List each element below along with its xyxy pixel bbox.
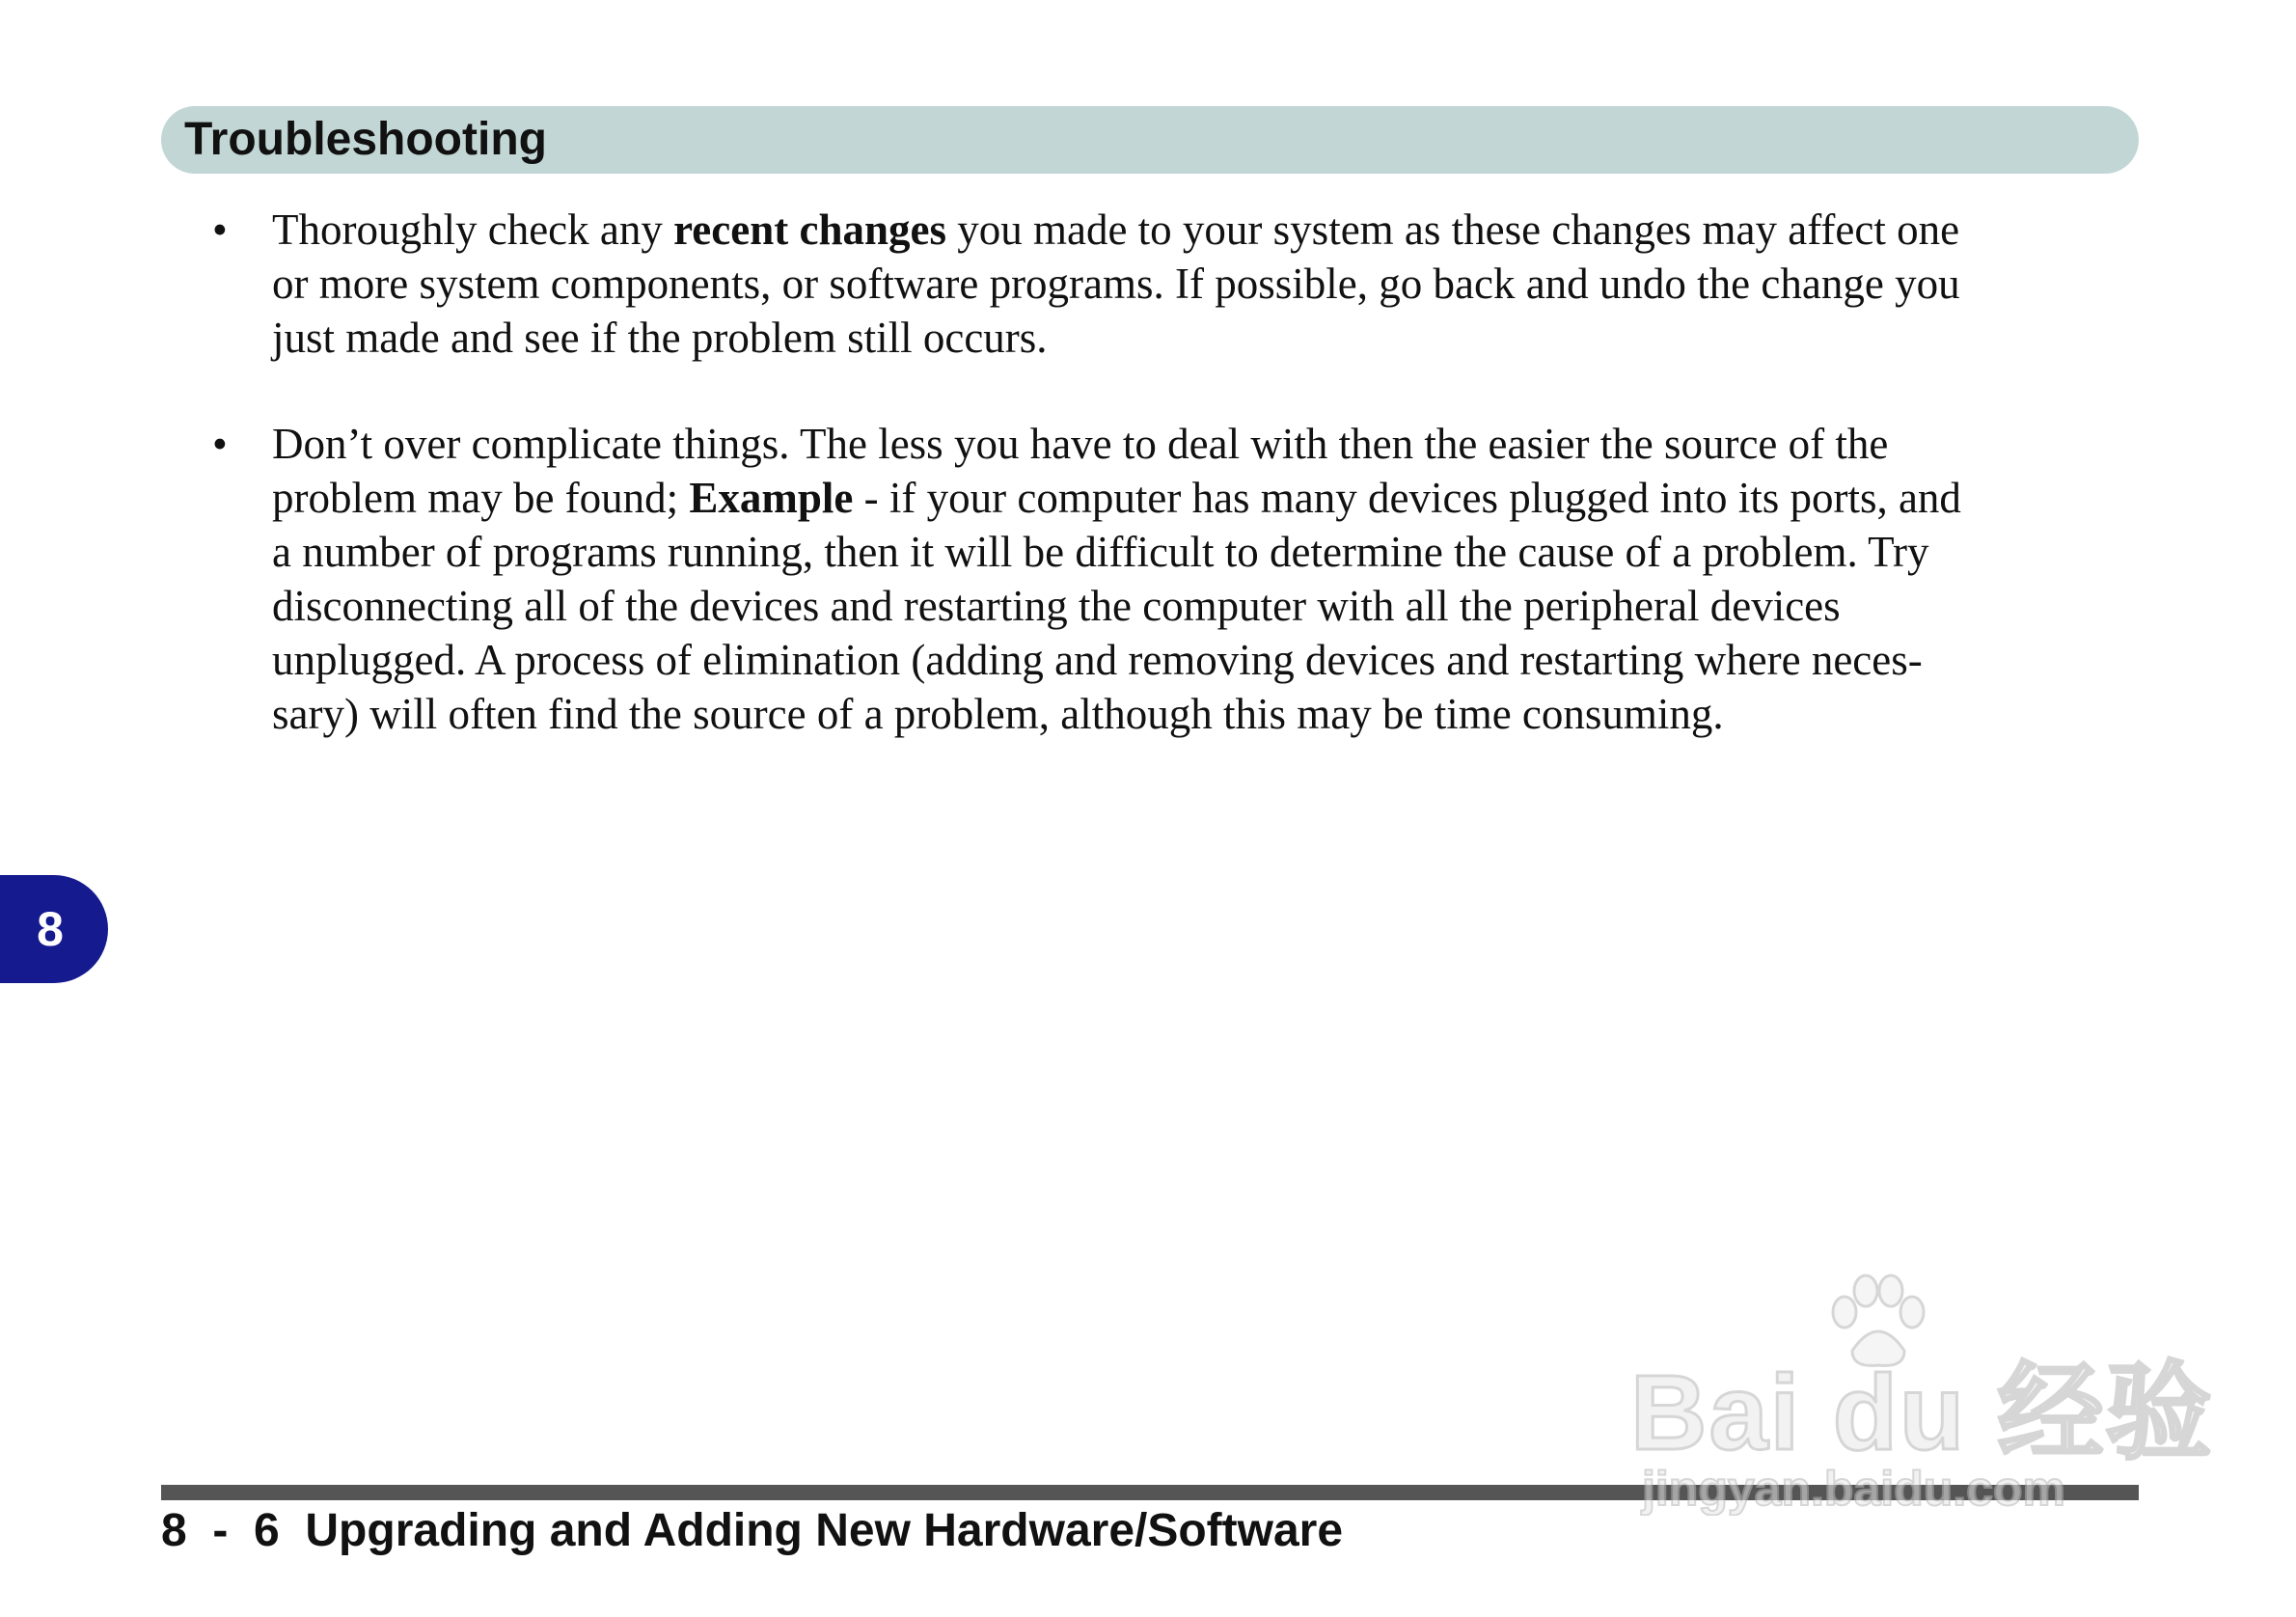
text-line: Thoroughly check any recent changes you made to your system as these changes may affect one <box>272 206 1960 254</box>
text-line: a number of programs running, then it will be difficult to determine the cause of a problem. Try <box>272 528 1929 576</box>
bullet-item <box>212 203 2103 365</box>
text-line: Don’t over complicate things. The less you have to deal with then the easier the source of the <box>272 420 1889 468</box>
bullet-item <box>212 417 2103 741</box>
bold-term: recent changes <box>673 206 946 254</box>
text-line: unplugged. A process of elimination (adding and removing devices and restarting where neces- <box>272 636 1923 684</box>
chapter-tab <box>0 875 108 983</box>
footer-page-label: 8 - 6 Upgrading and Adding New Hardware/Software <box>161 1505 1344 1556</box>
text-line: problem may be found; Example - if your computer has many devices plugged into its ports, and <box>272 474 1961 522</box>
text-line: or more system components, or software programs. If possible, go back and undo the change you <box>272 260 1960 308</box>
bullet-dot-icon: • <box>212 420 228 468</box>
bullet-dot-icon: • <box>212 206 228 254</box>
section-title: Troubleshooting <box>184 114 547 165</box>
watermark-main-text: Bai du 经验 <box>1630 1354 2214 1472</box>
baidu-watermark <box>1630 1274 2214 1534</box>
bold-term: Example <box>689 474 854 522</box>
section-header-bar <box>161 106 2139 174</box>
text-line: just made and see if the problem still occurs. <box>272 314 1048 362</box>
watermark-sub-text: jingyan.baidu.com <box>1642 1462 2065 1516</box>
chapter-number: 8 <box>37 902 64 956</box>
text-line: sary) will often find the source of a problem, although this may be time consuming. <box>272 690 1724 738</box>
bullet-list <box>212 203 2103 793</box>
text-line: disconnecting all of the devices and restarting the computer with all the peripheral devices <box>272 582 1841 630</box>
